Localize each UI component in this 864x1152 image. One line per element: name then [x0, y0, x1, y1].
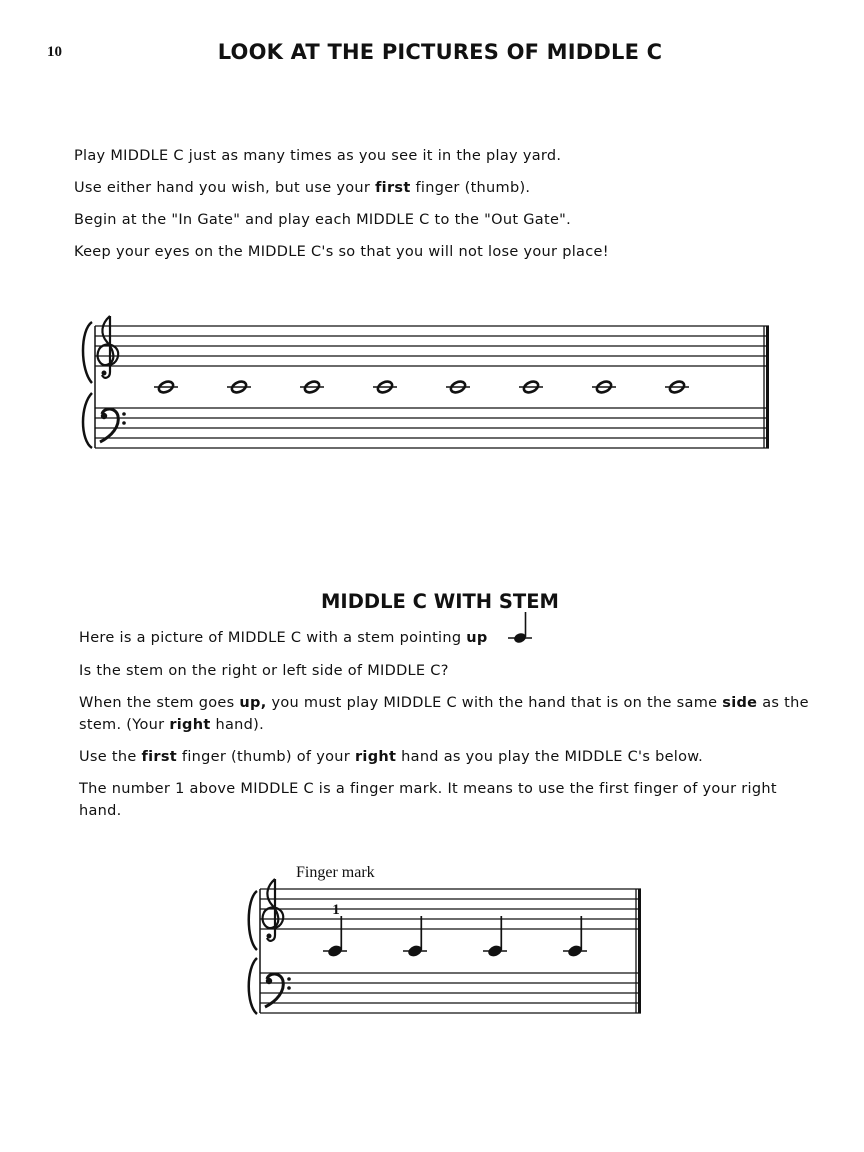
middle-c-whole-note — [446, 379, 470, 394]
treble-clef-icon — [263, 879, 284, 941]
bass-clef-icon — [100, 409, 126, 442]
treble-staff-lines-2 — [260, 889, 641, 929]
finger-mark-label: Finger mark — [296, 864, 375, 881]
intro-line-4: Keep your eyes on the MIDDLE C's so that you will not lose your place! — [74, 244, 609, 260]
middle-c-quarter-note — [483, 916, 507, 958]
grand-staff-2 — [249, 879, 641, 1014]
stem-para-5b: hand. — [79, 803, 122, 819]
treble-clef-icon — [98, 316, 119, 378]
middle-c-quarter-note — [403, 916, 427, 958]
stem-para-5a: The number 1 above MIDDLE C is a finger mark. It means to use the first finger of your right — [79, 781, 777, 797]
stem-para-1: Here is a picture of MIDDLE C with a stem pointing up — [79, 630, 488, 646]
section-title: MIDDLE C WITH STEM — [321, 590, 559, 613]
treble-staff-lines — [95, 326, 769, 366]
finger-number: 1 — [332, 902, 340, 918]
middle-c-stem-notes — [323, 916, 587, 958]
stem-para-3b: stem. (Your right hand). — [79, 717, 265, 733]
middle-c-quarter-note — [323, 916, 347, 958]
bass-staff-lines — [95, 408, 769, 448]
middle-c-whole-note — [373, 379, 397, 394]
middle-c-whole-note — [592, 379, 616, 394]
bass-staff-lines-2 — [260, 973, 641, 1013]
intro-line-3: Begin at the "In Gate" and play each MIDDLE C to the "Out Gate". — [74, 212, 572, 228]
stem-para-3a: When the stem goes up, you must play MIDDLE C with the hand that is on the same side as the — [79, 695, 809, 711]
bass-clef-icon — [265, 974, 291, 1007]
stem-para-4: Use the first finger (thumb) of your right hand as you play the MIDDLE C's below. — [79, 749, 704, 765]
brace-bottom-2 — [249, 958, 257, 1014]
intro-line-1: Play MIDDLE C just as many times as you see it in the play yard. — [74, 148, 562, 164]
middle-c-whole-note — [227, 379, 251, 394]
inline-stem-note-icon — [508, 612, 532, 644]
middle-c-whole-note — [665, 379, 689, 394]
brace-top — [83, 322, 92, 383]
page-number: 10 — [47, 44, 62, 60]
middle-c-whole-note — [300, 379, 324, 394]
brace-top-2 — [249, 891, 257, 950]
page-title: LOOK AT THE PICTURES OF MIDDLE C — [217, 40, 663, 64]
middle-c-whole-note — [519, 379, 543, 394]
brace-bottom — [83, 393, 92, 448]
middle-c-quarter-note — [563, 916, 587, 958]
middle-c-whole-note — [154, 379, 178, 394]
intro-line-2: Use either hand you wish, but use your first finger (thumb). — [74, 180, 531, 196]
grand-staff-1 — [83, 316, 769, 448]
middle-c-notes — [154, 379, 689, 394]
stem-para-2: Is the stem on the right or left side of MIDDLE C? — [79, 663, 449, 679]
